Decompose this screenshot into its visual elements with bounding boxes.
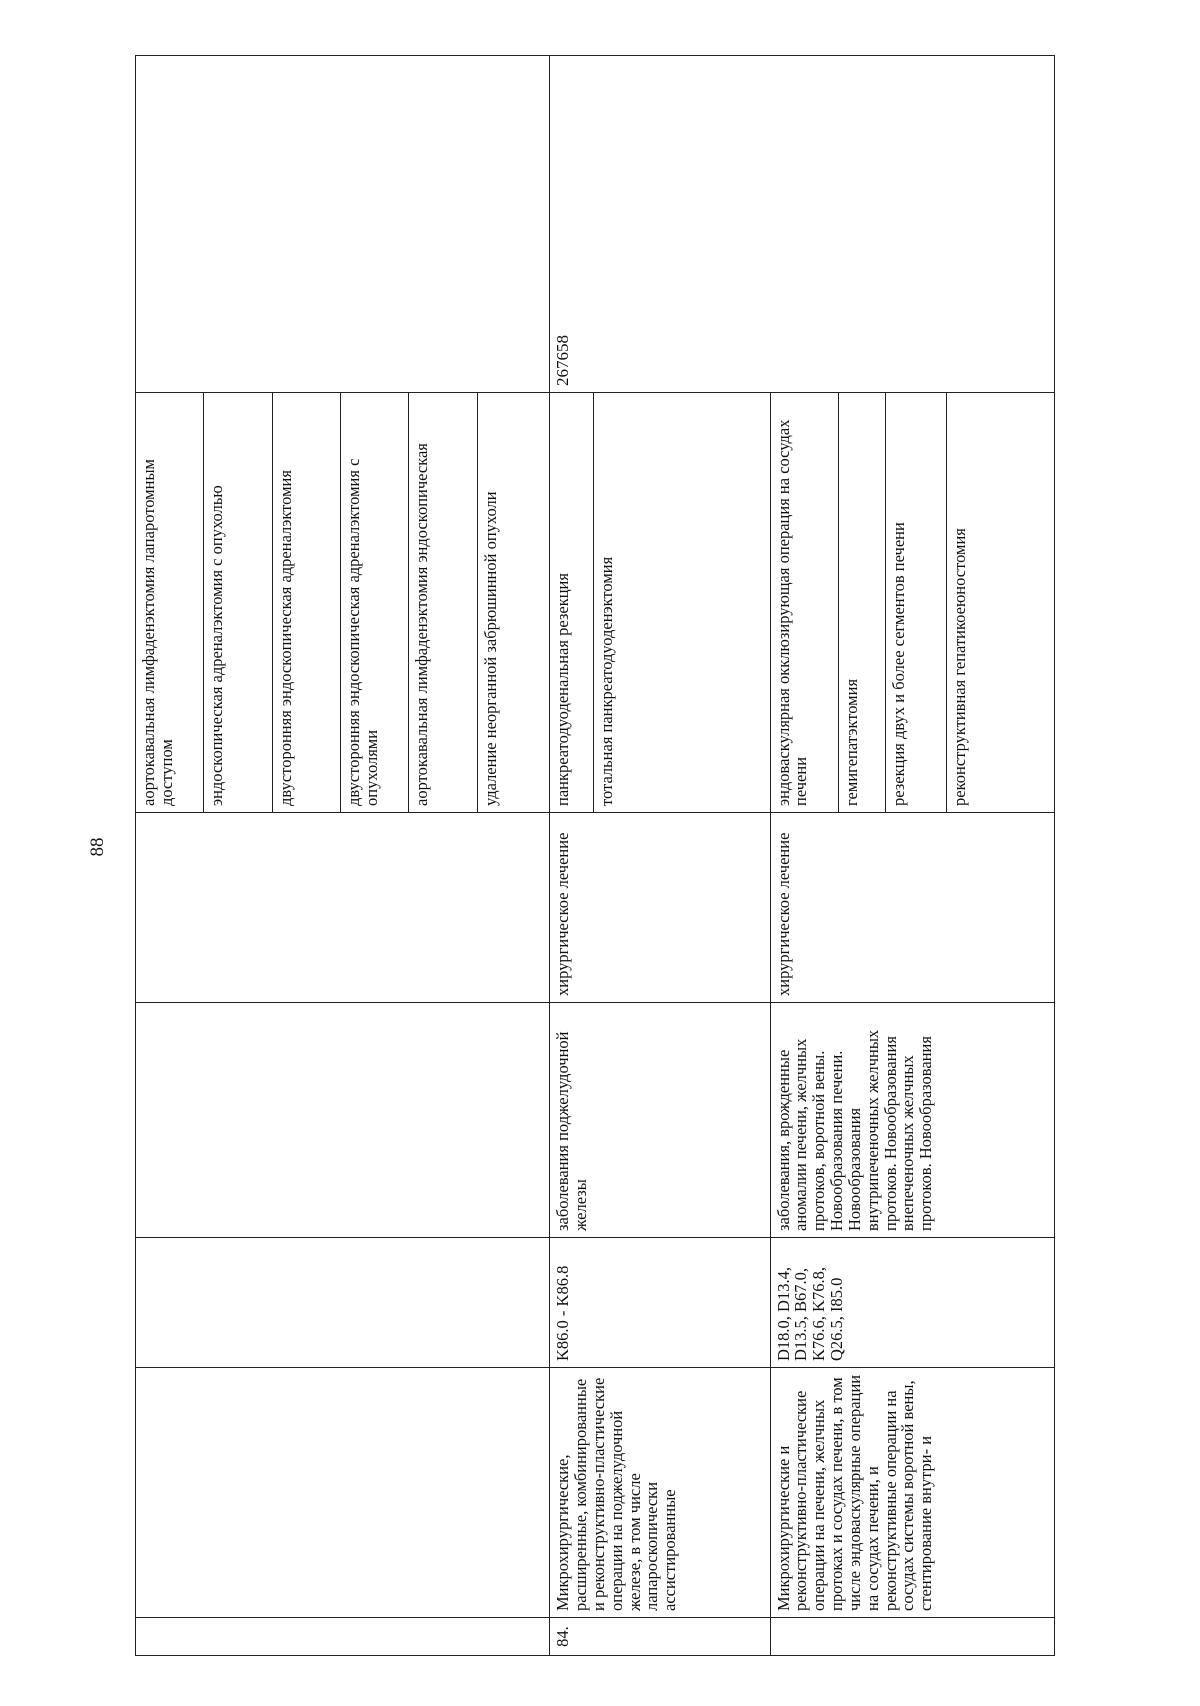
method-item: эндоскопическая адреналэктомия с опухолью [204, 393, 272, 813]
treatment-type: хирургическое лечение [550, 813, 770, 1003]
icd-codes: D18.0, D13.4, D13.5, B67.0, K76.6, K76.8, Q26.5, I85.0 [770, 1238, 1054, 1368]
treatment-type [136, 813, 550, 1003]
icd-codes: K86.0 - K86.8 [550, 1238, 770, 1368]
icd-codes [136, 1238, 550, 1368]
treatment-type: хирургическое лечение [770, 813, 1054, 1003]
method-item: резекция двух и более сегментов печени [886, 393, 947, 812]
method-item: двусторонняя эндоскопическая адреналэктомия с опухолями [340, 393, 408, 813]
method-item: тотальная панкреатодуоденэктомия [594, 393, 770, 813]
row-number [770, 1618, 1054, 1656]
method-item: эндоваскулярная окклюзирующая операция на сосудах печени [770, 393, 838, 813]
rotated-sheet [135, 56, 1055, 1656]
procedure-name: Микрохирургические, расширенные, комбинированные и реконструктивно-пластические операции на поджелудочной железе, в том числе лапароскопически ассистированные [550, 1368, 770, 1618]
method-item: удаление неорганной забрюшинной опухоли [477, 393, 550, 813]
method-item: панкреатодуоденальная резекция [550, 393, 594, 813]
method-list [838, 393, 1054, 813]
page-number: 88 [87, 837, 108, 857]
row-number [136, 1618, 550, 1656]
procedure-name: Микрохирургические и реконструктивно-пластические операции на печени, желчных протоках и сосудах печени, в том числе эндоваскулярные операции на сосудах печени, и реконструктивные операции на сосудах системы воротной вены, стентирование внутри- и [770, 1368, 1054, 1618]
procedures-table [135, 55, 1055, 1656]
cost-value [136, 56, 550, 393]
procedure-name [136, 1368, 550, 1618]
cost-value: 267658 [550, 56, 1055, 393]
patient-model [136, 1003, 550, 1238]
row-number: 84. [550, 1618, 770, 1656]
method-item: аортокавальная лимфаденэктомия лапаротомным доступом [136, 393, 204, 813]
method-item: гемигепатэктомия [839, 393, 886, 812]
method-item: аортокавальная лимфаденэктомия эндоскопическая [409, 393, 477, 813]
patient-model: заболевания, врожденные аномалии печени, желчных протоков, воротной вены. Новообразования печени. Новообразования внутрипеченочных желчных протоков. Новообразования внепеченочных желчных протоков. Новообразования [770, 1003, 1054, 1238]
method-item: реконструктивная гепатикоеюностомия [949, 528, 969, 806]
patient-model: заболевания поджелудочной железы [550, 1003, 770, 1238]
method-item: двусторонняя эндоскопическая адреналэктомия [272, 393, 340, 813]
